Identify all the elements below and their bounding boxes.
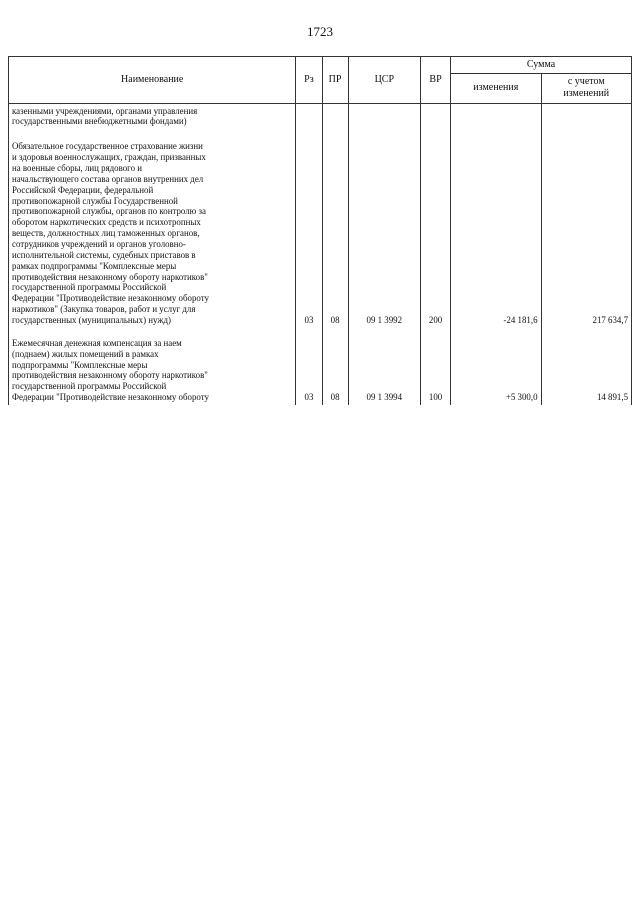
row-rz: 03 [296, 334, 322, 405]
name-line: и здоровья военнослужащих, граждан, призванных [12, 152, 206, 163]
name-line: наркотиков" (Закупка товаров, работ и услуг для [12, 304, 196, 315]
name-line: рамках подпрограммы "Комплексные меры [12, 260, 177, 271]
row-name-cell [9, 334, 296, 405]
row-change: -24 181,6 [451, 135, 541, 334]
budget-table [8, 56, 632, 405]
header-csr: ЦСР [348, 57, 420, 104]
row-change [451, 103, 541, 135]
header-vr: ВР [420, 57, 450, 104]
name-line: веществ, должностных лиц таможенных органов, [12, 228, 200, 239]
name-line: Российской Федерации, федеральной [12, 184, 154, 195]
row-vr [420, 103, 450, 135]
row-rz [296, 103, 322, 135]
name-line: Федерации "Противодействие незаконному обороту [12, 293, 209, 304]
row-total: 217 634,7 [541, 135, 631, 334]
row-csr [348, 103, 420, 135]
table-row [9, 103, 632, 135]
name-line: исполнительной системы, судебных приставов в [12, 249, 196, 260]
name-line: казенными учреждениями, органами управления [12, 105, 198, 116]
name-line: государственными внебюджетными фондами) [12, 116, 187, 127]
row-vr: 100 [420, 334, 450, 405]
header-rz: Рз [296, 57, 322, 104]
name-line: оборотом наркотических средств и психотропных [12, 217, 201, 228]
name-line: противодействия незаконному обороту наркотиков" [12, 271, 208, 282]
row-total: 14 891,5 [541, 334, 631, 405]
name-line: государственной программы Российской [12, 282, 167, 293]
name-line: Обязательное государственное страхование жизни [12, 141, 203, 152]
name-line: Федерации "Противодействие незаконному обороту [12, 392, 209, 403]
row-csr: 09 1 3992 [348, 135, 420, 334]
row-change: +5 300,0 [451, 334, 541, 405]
row-pr: 08 [322, 135, 348, 334]
header-row-top [9, 57, 632, 74]
row-vr: 200 [420, 135, 450, 334]
page-number: 1723 [307, 24, 333, 39]
header-pr: ПР [322, 57, 348, 104]
name-line: противопожарной службы, органов по контролю за [12, 206, 206, 217]
name-line: начальствующего состава органов внутренних дел [12, 173, 204, 184]
row-pr: 08 [322, 334, 348, 405]
name-line: Ежемесячная денежная компенсация за наем [12, 337, 182, 348]
name-line: государственных (муниципальных) нужд) [12, 315, 171, 326]
name-line: (поднаем) жилых помещений в рамках [12, 348, 159, 359]
row-name-cell [9, 135, 296, 334]
name-line: на военные сборы, лиц рядового и [12, 163, 142, 173]
row-total [541, 103, 631, 135]
name-line: подпрограммы "Комплексные меры [12, 359, 148, 370]
header-change: изменения [451, 74, 541, 103]
row-pr [322, 103, 348, 135]
row-csr: 09 1 3994 [348, 334, 420, 405]
header-name: Наименование [9, 57, 296, 104]
name-line: противодействия незаконному обороту наркотиков" [12, 370, 208, 381]
row-name-cell [9, 103, 296, 135]
table-row [9, 334, 632, 405]
header-sum: Сумма [451, 57, 632, 74]
name-line: сотрудников учреждений и органов уголовно- [12, 239, 186, 250]
name-line: государственной программы Российской [12, 381, 167, 392]
table-row [9, 135, 632, 334]
row-rz: 03 [296, 135, 322, 334]
header-with-changes: с учетом изменений [541, 74, 631, 103]
name-line: противопожарной службы Государственной [12, 195, 178, 206]
